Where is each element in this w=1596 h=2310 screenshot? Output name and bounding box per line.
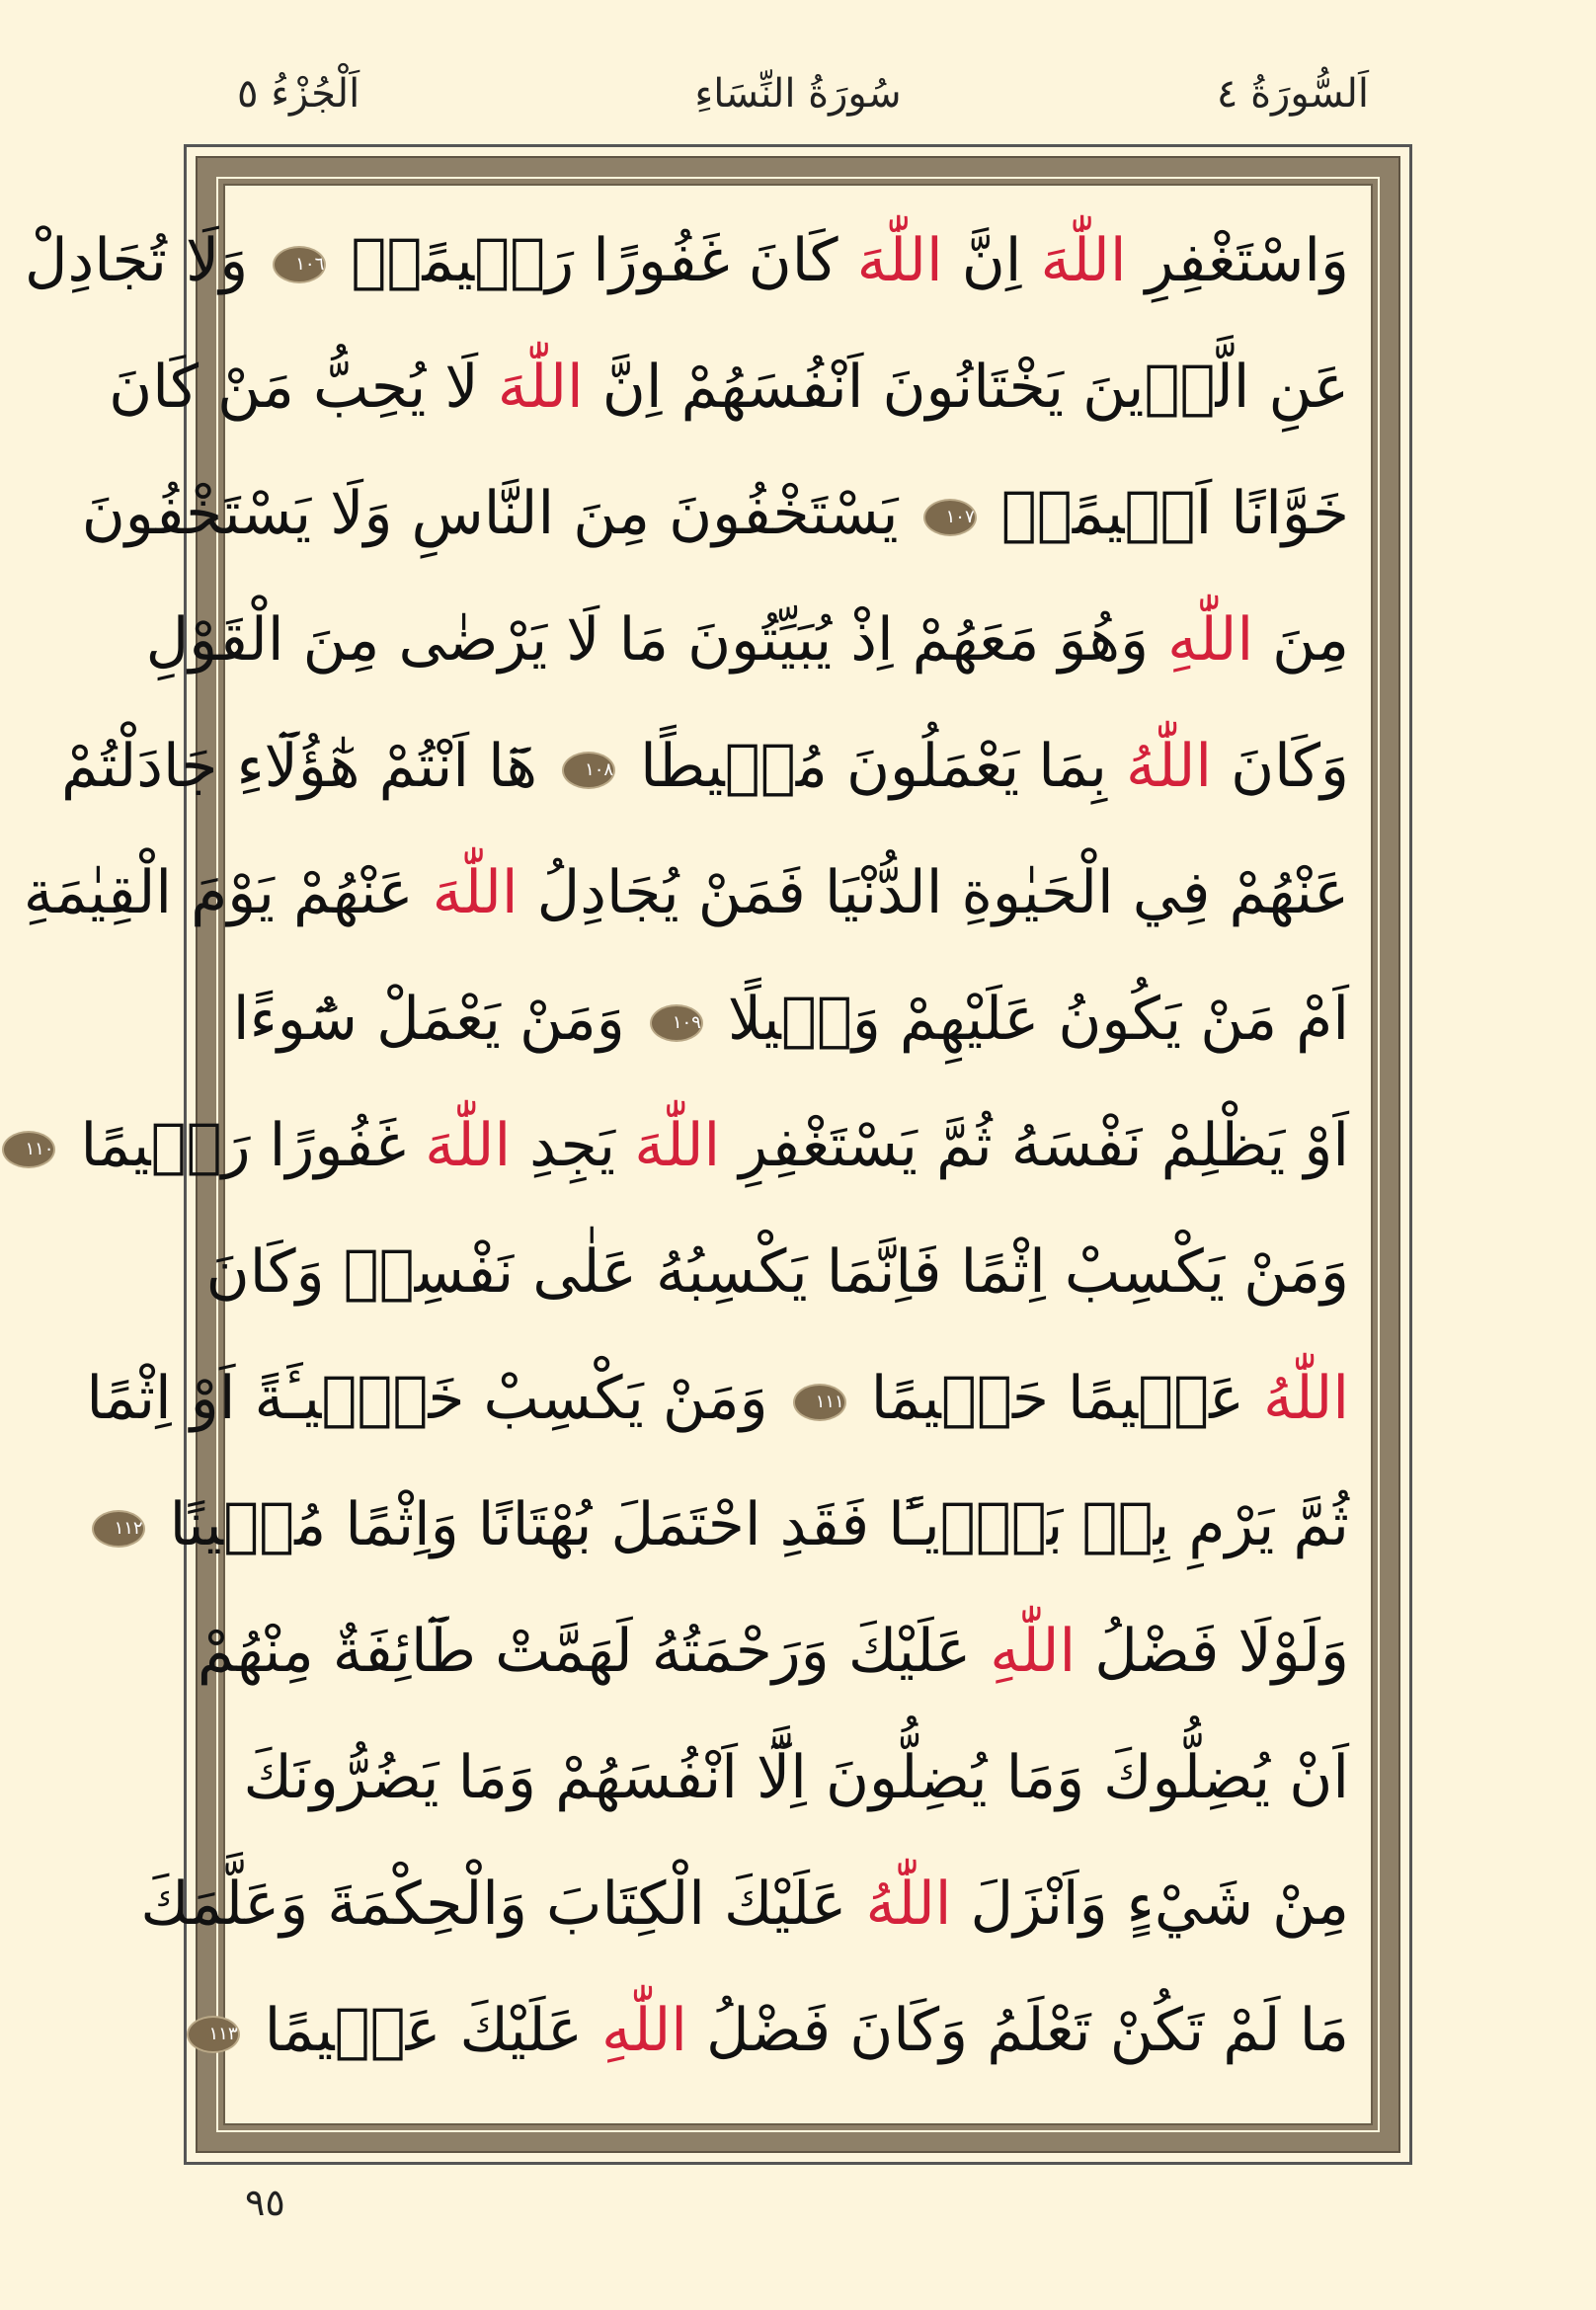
text-line — [208, 1967, 1349, 2094]
ayah-number-marker: ١١٢ — [92, 1510, 145, 1548]
verse-text: مِنْ شَيْءٍ وَاَنْزَلَ — [951, 1870, 1349, 1939]
verse-text: وَمَنْ يَعْمَلْ سُٓوءًا — [232, 985, 644, 1054]
divine-name-word: اللّٰهُ — [1126, 732, 1213, 801]
verse-text: مَا لَمْ تَكُنْ تَعْلَمُ وَكَانَ فَضْلُ — [686, 1996, 1349, 2065]
divine-name-word: اللّٰهِ — [990, 1617, 1077, 1686]
verse-text: وَمَنْ يَكْسِبْ اِثْمًا فَاِنَّمَا يَكْسِبُهُ عَلٰى نَفْسِه۪ وَكَانَ — [205, 1237, 1349, 1307]
text-line — [60, 703, 1349, 830]
verse-text: بِمَا يَعْمَلُونَ مُح۪يطًا — [621, 732, 1127, 801]
ayah-number-marker: ١١٣ — [187, 2016, 240, 2053]
verse-text: عَلَيْكَ عَظ۪يمًا — [245, 1996, 601, 2065]
text-line — [114, 1462, 1349, 1588]
verse-text: اَنْ يُضِلُّوكَ وَمَا يُضِلُّونَ اِلَّٓا اَنْفُسَهُمْ وَمَا يَضُرُّونَكَ — [243, 1743, 1349, 1812]
verse-text: وَاسْتَغْفِرِ — [1126, 226, 1349, 295]
page-header — [0, 0, 1596, 138]
verse-text: مِنَ — [1253, 605, 1349, 675]
text-line — [197, 1588, 1349, 1714]
juz-label: اَلْجُزْءُ ٥ — [237, 71, 360, 117]
verse-text: اِنَّ — [942, 226, 1041, 295]
verse-text: وَلَوْلَا فَضْلُ — [1076, 1617, 1349, 1686]
verse-text: عَل۪يمًا حَك۪يمًا — [851, 1364, 1264, 1433]
ayah-number-marker: ١٠٨ — [562, 752, 615, 789]
divine-name-word: اللّٰهَ — [497, 353, 584, 422]
divine-name-word: اللّٰهَ — [432, 858, 519, 927]
ayah-number-marker: ١٠٧ — [923, 499, 977, 536]
text-line — [25, 1082, 1349, 1209]
ayah-number-marker: ١٠٦ — [273, 246, 326, 283]
ayah-number-marker: ١١١ — [793, 1384, 846, 1421]
verse-text: وَلَا تُجَادِلْ — [24, 226, 268, 295]
text-line — [145, 577, 1349, 703]
text-line — [140, 1841, 1349, 1967]
ayah-number-marker: ١١٠ — [2, 1131, 55, 1168]
quran-text-block — [23, 198, 1349, 2113]
verse-text: عَلَيْكَ الْكِتَابَ وَالْحِكْمَةَ وَعَلَّمَكَ — [140, 1870, 866, 1939]
surah-title: سُورَةُ النِّسَاءِ — [694, 71, 902, 117]
verse-text: هَٓا اَنْتُمْ هٰٓؤُلَٓاءِ جَادَلْتُمْ — [60, 732, 557, 801]
divine-name-word: اللّٰهُ — [865, 1870, 952, 1939]
divine-name-word: اللّٰهَ — [1040, 226, 1127, 295]
verse-text: عَنْهُمْ يَوْمَ الْقِيٰمَةِ — [23, 858, 433, 927]
verse-text: وَمَنْ يَكْسِبْ خَط۪ٓيـَٔةً اَوْ اِثْمًا — [86, 1364, 787, 1433]
verse-text: عَنِ الَّذ۪ينَ يَخْتَانُونَ اَنْفُسَهُمْ اِنَّ — [583, 353, 1349, 422]
verse-text: يَسْتَخْفُونَ مِنَ النَّاسِ وَلَا يَسْتَخْفُونَ — [81, 479, 918, 548]
verse-text: ثُمَّ يَرْمِ بِه۪ بَر۪ٓيـًٔا فَقَدِ احْتَمَلَ بُهْتَانًا وَاِثْمًا مُب۪ينًا — [150, 1490, 1349, 1559]
text-line — [232, 956, 1349, 1082]
verse-text: اَمْ مَنْ يَكُونُ عَلَيْهِمْ وَك۪يلًا — [708, 985, 1349, 1054]
verse-text: كَانَ غَفُورًا رَح۪يمًاۚ — [332, 226, 857, 295]
text-line — [24, 198, 1349, 324]
surah-number-label: اَلسُّورَةُ ٤ — [1216, 71, 1369, 117]
verse-text: عَنْهُمْ فِي الْحَيٰوةِ الدُّنْيَا فَمَنْ يُجَادِلُ — [518, 858, 1349, 927]
divine-name-word: اللّٰهَ — [634, 1111, 721, 1180]
text-line — [109, 324, 1349, 450]
text-line — [205, 1209, 1349, 1335]
text-line — [81, 450, 1349, 577]
verse-text: خَوَّانًا اَث۪يمًاۚ — [982, 479, 1349, 548]
text-line — [243, 1714, 1349, 1841]
divine-name-word: اللّٰهُ — [1263, 1364, 1349, 1433]
divine-name-word: اللّٰهِ — [1167, 605, 1254, 675]
divine-name-word: اللّٰهَ — [856, 226, 943, 295]
page-number: ٩٥ — [245, 2181, 285, 2224]
verse-text: يَجِدِ — [511, 1111, 635, 1180]
divine-name-word: اللّٰهِ — [600, 1996, 687, 2065]
text-line — [23, 830, 1349, 956]
verse-text: لَا يُحِبُّ مَنْ كَانَ — [109, 353, 498, 422]
divine-name-word: اللّٰهَ — [425, 1111, 512, 1180]
text-line — [86, 1335, 1349, 1462]
verse-text: غَفُورًا رَح۪يمًا — [61, 1111, 426, 1180]
verse-text: وَكَانَ — [1212, 732, 1349, 801]
verse-text: اَوْ يَظْلِمْ نَفْسَهُ ثُمَّ يَسْتَغْفِرِ — [720, 1111, 1349, 1180]
verse-text: وَهُوَ مَعَهُمْ اِذْ يُبَيِّتُونَ مَا لَا يَرْضٰى مِنَ الْقَوْلِ — [145, 605, 1168, 675]
verse-text: عَلَيْكَ وَرَحْمَتُهُ لَهَمَّتْ طَٓائِفَةٌ مِنْهُمْ — [197, 1617, 991, 1686]
ayah-number-marker: ١٠٩ — [650, 1004, 703, 1042]
